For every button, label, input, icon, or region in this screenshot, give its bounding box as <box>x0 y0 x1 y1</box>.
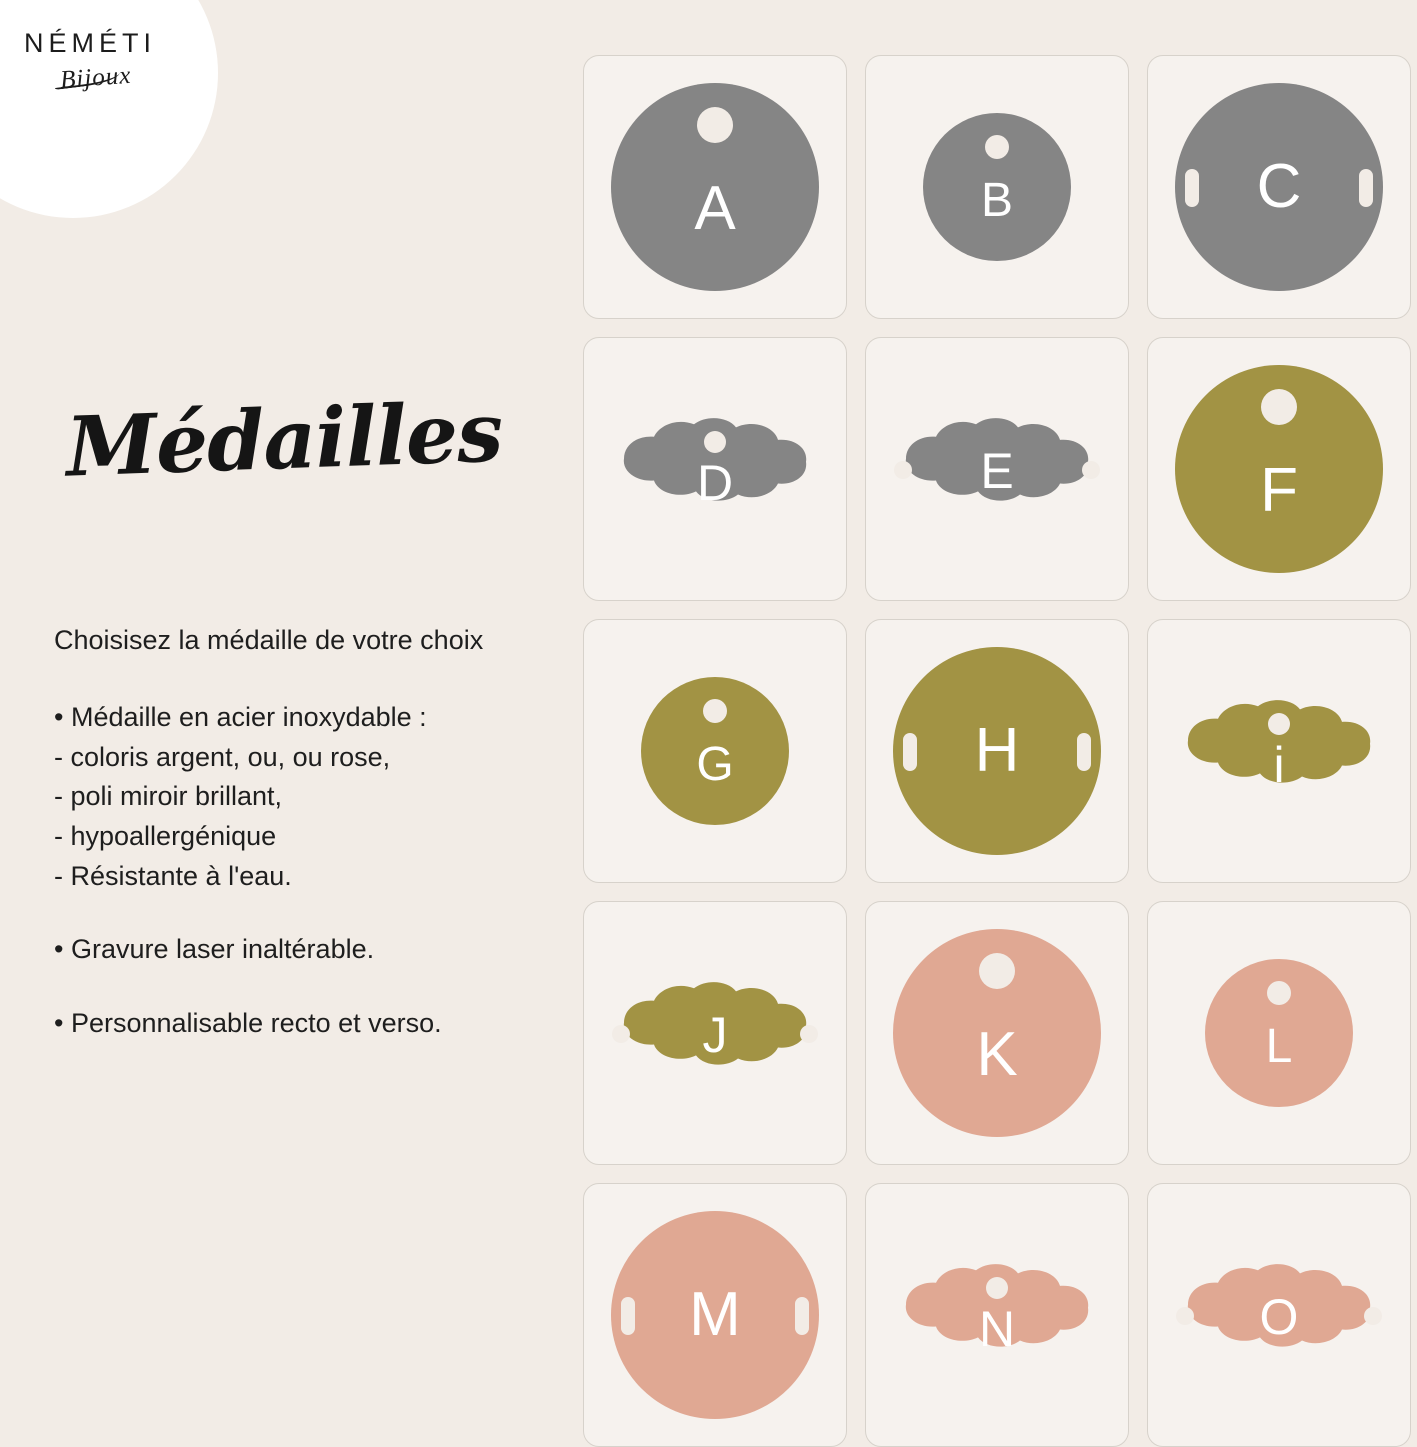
medal-letter: C <box>1256 152 1302 221</box>
medal-cell-k[interactable] <box>865 901 1129 1165</box>
medal-shape-l[interactable] <box>1205 959 1353 1107</box>
medal-letter: N <box>978 1301 1016 1357</box>
medal-grid <box>583 55 1409 1445</box>
medal-cell-d[interactable] <box>583 337 847 601</box>
medal-cell-n[interactable] <box>865 1183 1129 1447</box>
medal-cell-c[interactable] <box>1147 55 1411 319</box>
medal-cell-l[interactable] <box>1147 901 1411 1165</box>
medal-letter: D <box>696 455 734 511</box>
medal-cell-b[interactable] <box>865 55 1129 319</box>
medal-shape-g[interactable] <box>641 677 789 825</box>
medal-cell-f[interactable] <box>1147 337 1411 601</box>
medal-cell-j[interactable] <box>583 901 847 1165</box>
medal-shape-o[interactable] <box>1158 1250 1400 1380</box>
spacer <box>54 970 554 1004</box>
medal-cell-e[interactable] <box>865 337 1129 601</box>
feature-item: • Médaille en acier inoxydable : <box>54 702 427 732</box>
feature-item: - hypoallergénique <box>54 821 277 852</box>
medal-letter: J <box>702 1007 728 1063</box>
medal-shape-b[interactable] <box>923 113 1071 261</box>
feature-item: - poli miroir brillant, <box>54 781 283 812</box>
medal-shape-e[interactable] <box>876 404 1118 534</box>
medal-shape-a[interactable] <box>611 83 819 291</box>
medal-cell-o[interactable] <box>1147 1183 1411 1447</box>
medal-letter: A <box>694 174 736 243</box>
medal-letter: B <box>980 174 1013 227</box>
medal-shape-d[interactable] <box>594 404 836 534</box>
medal-shape-c[interactable] <box>1175 83 1383 291</box>
medal-shape-h[interactable] <box>893 647 1101 855</box>
feature-item: • Gravure laser inaltérable. <box>54 934 375 965</box>
medal-shape-k[interactable] <box>893 929 1101 1137</box>
medal-letter: F <box>1260 456 1298 525</box>
feature-list <box>54 698 554 1044</box>
brand-tagline: Bijoux <box>59 61 133 94</box>
medal-letter: L <box>1265 1020 1293 1073</box>
feature-item: - Résistante à l'eau. <box>54 860 292 891</box>
medal-cell-m[interactable] <box>583 1183 847 1447</box>
medal-letter: H <box>974 716 1020 785</box>
medal-cell-i[interactable] <box>1147 619 1411 883</box>
info-panel <box>0 0 568 1417</box>
medal-letter: K <box>976 1020 1018 1089</box>
medal-shape-m[interactable] <box>611 1211 819 1419</box>
feature-item: • Personnalisable recto et verso. <box>54 1008 442 1039</box>
medal-shape-n[interactable] <box>876 1250 1118 1380</box>
medal-cell-a[interactable] <box>583 55 847 319</box>
medal-shape-i[interactable] <box>1158 686 1400 816</box>
feature-item: - coloris argent, ou, ou rose, <box>54 741 391 772</box>
medal-cell-h[interactable] <box>865 619 1129 883</box>
brand-name: NÉMÉTI <box>24 28 157 58</box>
intro-text: Choisisez la médaille de votre choix <box>54 625 484 655</box>
medal-cell-g[interactable] <box>583 619 847 883</box>
medal-letter: M <box>689 1280 741 1349</box>
medal-letter: G <box>696 738 734 791</box>
spacer <box>54 896 554 930</box>
medal-shape-f[interactable] <box>1175 365 1383 573</box>
medal-letter: i <box>1273 737 1285 793</box>
medal-letter: E <box>980 443 1014 499</box>
page-title: Médailles <box>64 384 504 496</box>
medal-letter: O <box>1259 1289 1299 1345</box>
medal-shape-j[interactable] <box>594 968 836 1098</box>
